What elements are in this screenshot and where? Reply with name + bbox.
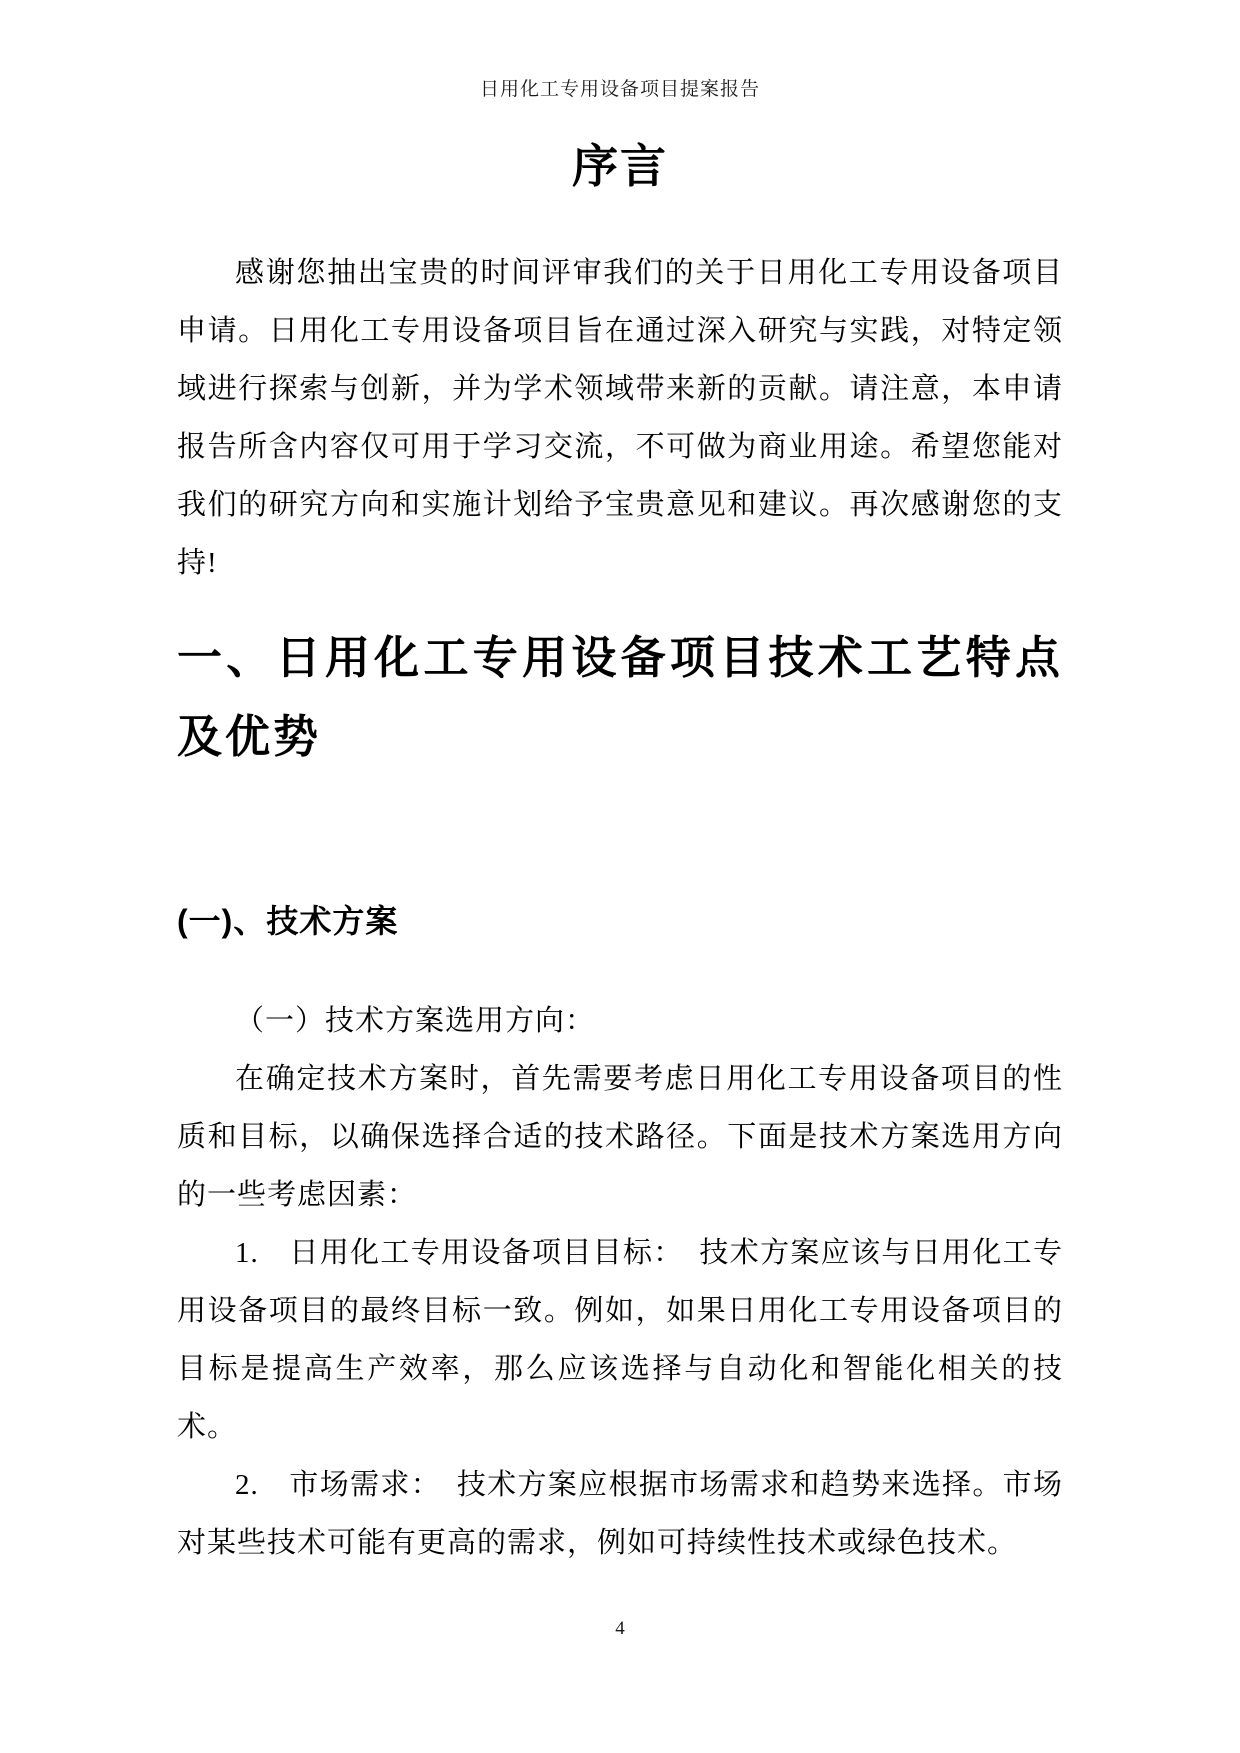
page-number: 4 [615, 1618, 625, 1639]
preface-title: 序言 [572, 140, 668, 192]
paragraph-technical-considerations: 在确定技术方案时，首先需要考虑日用化工专用设备项目的性质和目标，以确保选择合适的技术路径。下面是技术方案选用方向的一些考虑因素： [177, 1063, 1063, 1211]
document-body [177, 244, 1063, 1572]
paragraph-item-2-market-demand: 2. 市场需求： 技术方案应根据市场需求和趋势来选择。市场对某些技术可能有更高的需求，例如可持续性技术或绿色技术。 [177, 1469, 1063, 1559]
subsection-heading-technical-plan: (一)、技术方案 [177, 903, 399, 939]
section-heading-1: 一、日用化工专用设备项目技术工艺特点及优势 [177, 632, 1063, 762]
paragraph-technical-direction-label: （一）技术方案选用方向： [235, 1005, 596, 1037]
document-header-title: 日用化工专用设备项目提案报告 [479, 79, 760, 100]
intro-paragraph: 感谢您抽出宝贵的时间评审我们的关于日用化工专用设备项目申请。日用化工专用设备项目旨在通过深入研究与实践，对特定领域进行探索与创新，并为学术领域带来新的贡献。请注意，本申请报告所含内容仅可用于学习交流，不可做为商业用途。希望您能对我们的研究方向和实施计划给予宝贵意见和建议。再次感谢您的支持! [177, 257, 1063, 579]
paragraph-item-1-project-goal: 1. 日用化工专用设备项目目标： 技术方案应该与日用化工专用设备项目的最终目标一致。例如，如果日用化工专用设备项目的目标是提高生产效率，那么应该选择与自动化和智能化相关的技术。 [177, 1237, 1063, 1443]
